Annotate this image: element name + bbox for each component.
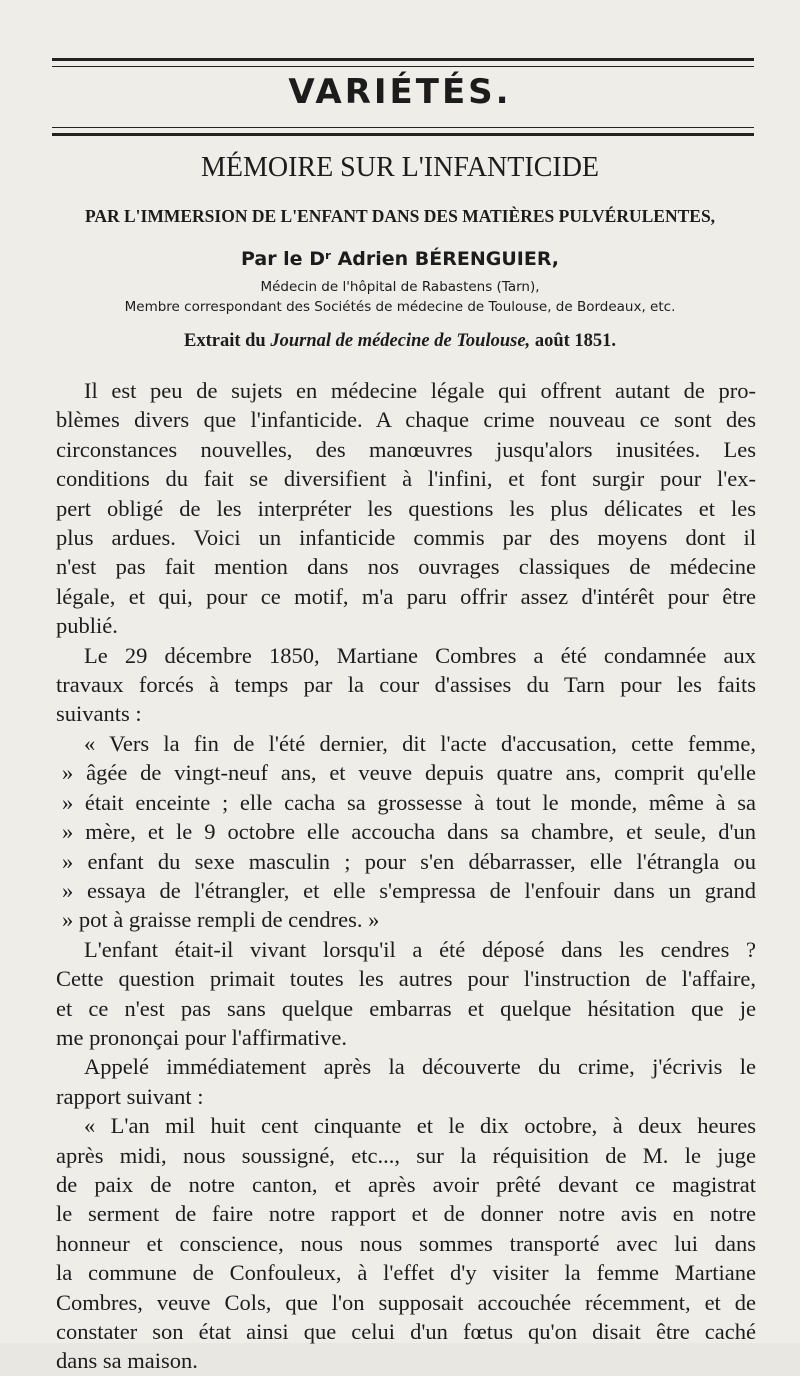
paragraph-quote-report xyxy=(56,1111,756,1376)
text-line: constater son état ainsi que celui d'un fœtus qu'on disait être caché xyxy=(56,1319,756,1344)
text-line: me prononçai pour l'affirmative. xyxy=(56,1024,348,1050)
article-title: MÉMOIRE SUR L'INFANTICIDE xyxy=(200,152,600,183)
text-line: » était enceinte ; elle cacha sa grossesse à tout le monde, même à sa xyxy=(62,789,756,815)
text-line: « L'an mil huit cent cinquante et le dix octobre, à deux heures xyxy=(84,1113,756,1139)
text-line: de paix de notre canton, et après avoir prêté devant ce magistrat xyxy=(56,1171,756,1197)
article-subtitle: PAR L'IMMERSION DE L'ENFANT DANS DES MATIÈRES PULVÉRULENTES, xyxy=(84,206,716,226)
text-line: Appelé immédiatement après la découverte du crime, j'écrivis le xyxy=(84,1054,756,1080)
text-line: « Vers la fin de l'été dernier, dit l'acte d'accusation, cette femme, xyxy=(84,730,756,756)
article-body xyxy=(56,376,756,1376)
extract-prefix: Extrait du xyxy=(183,331,266,351)
text-line: n'est pas fait mention dans nos ouvrages classiques de médecine xyxy=(56,554,756,580)
article-author: Par le Dʳ Adrien BÉRENGUIER, xyxy=(240,248,560,270)
extract-note xyxy=(0,328,800,354)
text-line: Combres, veuve Cols, que l'on supposait accouchée récemment, et de xyxy=(56,1289,756,1315)
paragraph-4 xyxy=(56,935,756,1053)
text-line: pert obligé de les interpréter les questions les plus délicates et les xyxy=(56,495,756,521)
text-line: » essaya de l'étrangler, et elle s'empressa de l'enfouir dans un grand xyxy=(62,877,756,903)
text-line: après midi, nous soussigné, etc..., sur la réquisition de M. le juge xyxy=(56,1142,756,1168)
text-line: Le 29 décembre 1850, Martiane Combres a été condamnée aux xyxy=(84,642,756,668)
author-affiliation-2: Membre correspondant des Sociétés de médecine de Toulouse, de Bordeaux, etc. xyxy=(124,299,676,315)
paragraph-2 xyxy=(56,641,756,729)
top-double-rule xyxy=(52,58,754,61)
text-line: dans sa maison. xyxy=(56,1348,198,1374)
extract-date: août 1851. xyxy=(534,331,617,351)
text-line: la commune de Confouleux, à l'effet d'y visiter la femme Martiane xyxy=(56,1260,756,1286)
paragraph-5 xyxy=(56,1052,756,1111)
text-line: Il est peu de sujets en médecine légale qui offrent autant de pro- xyxy=(84,378,756,403)
paragraph-quote-accusation xyxy=(56,729,756,935)
bottom-thin-rule xyxy=(52,127,754,128)
text-line: rapport suivant : xyxy=(56,1083,204,1109)
text-line: » pot à graisse rempli de cendres. » xyxy=(62,907,380,933)
text-line: suivants : xyxy=(56,701,142,727)
text-line: publié. xyxy=(56,613,118,639)
paragraph-1 xyxy=(56,376,756,641)
text-line: » enfant du sexe masculin ; pour s'en débarrasser, elle l'étrangla ou xyxy=(62,848,756,874)
text-line: légale, et qui, pour ce motif, m'a paru offrir assez d'intérêt pour être xyxy=(56,583,756,609)
text-line: honneur et conscience, nous nous sommes transporté avec lui dans xyxy=(56,1230,756,1256)
text-line: circonstances nouvelles, des manœuvres jusqu'alors inusitées. Les xyxy=(56,436,756,462)
extract-journal: Journal de médecine de Toulouse, xyxy=(270,331,531,351)
author-affiliation-1: Médecin de l'hôpital de Rabastens (Tarn), xyxy=(260,279,540,295)
text-line: » âgée de vingt-neuf ans, et veuve depuis quatre ans, comprit qu'elle xyxy=(62,760,756,786)
text-line: plus ardues. Voici un infanticide commis par des moyens dont il xyxy=(56,525,756,551)
text-line: le serment de faire notre rapport et de donner notre avis en notre xyxy=(56,1201,756,1227)
text-line: et ce n'est pas sans quelque embarras et quelque hésitation que je xyxy=(56,995,756,1021)
text-line: travaux forcés à temps par la cour d'assises du Tarn pour les faits xyxy=(56,672,756,698)
text-line: » mère, et le 9 octobre elle accoucha dans sa chambre, et seule, d'un xyxy=(62,819,756,845)
text-line: Cette question primait toutes les autres pour l'instruction de l'affaire, xyxy=(56,966,756,992)
section-heading: VARIÉTÉS. xyxy=(288,72,512,112)
bottom-double-rule xyxy=(52,133,754,136)
text-line: blèmes divers que l'infanticide. A chaque crime nouveau ce sont des xyxy=(56,407,756,433)
text-line: conditions du fait se diversifient à l'infini, et font surgir pour l'ex- xyxy=(56,466,756,492)
text-line: L'enfant était-il vivant lorsqu'il a été déposé dans les cendres ? xyxy=(84,936,756,962)
